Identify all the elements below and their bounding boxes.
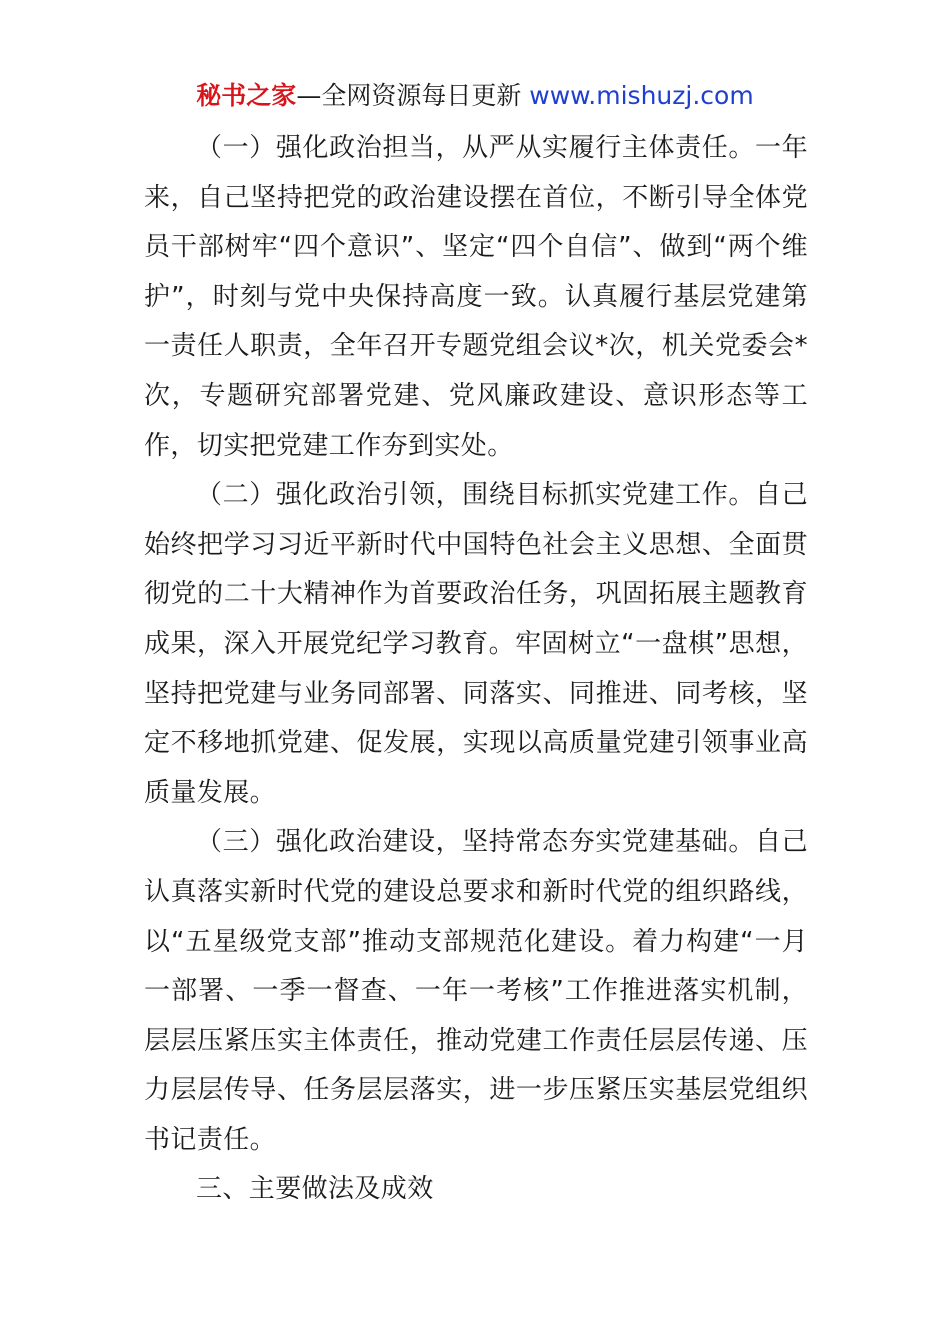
document-body [144,124,808,1215]
site-header [0,80,950,112]
section-heading: 三、主要做法及成效 [196,1174,434,1205]
paragraph-2: （二）强化政治引领，围绕目标抓实党建工作。自己始终把学习习近平新时代中国特色社会主义思想、全面贯彻党的二十大精神作为首要政治任务，巩固拓展主题教育成果，深入开展党纪学习教育。牢固树立“一盘棋”思想，坚持把党建与业务同部署、同落实、同推进、同考核，坚定不移地抓党建、促发展，实现以高质量党建引领事业高质量发展。 [144,480,808,808]
site-url-link[interactable]: www.mishuzj.com [529,81,754,110]
brand-name: 秘书之家 [196,81,297,110]
paragraph-3: （三）强化政治建设，坚持常态夯实党建基础。自己认真落实新时代党的建设总要求和新时代党的组织路线，以“五星级党支部”推动支部规范化建设。着力构建“一月一部署、一季一督查、一年一考核”工作推进落实机制，层层压紧压实主体责任，推动党建工作责任层层传递、压力层层传导、任务层层落实，进一步压紧压实基层党组织书记责任。 [144,827,808,1155]
paragraph-1: （一）强化政治担当，从严从实履行主体责任。一年来，自己坚持把党的政治建设摆在首位，不断引导全体党员干部树牢“四个意识”、坚定“四个自信”、做到“两个维护”，时刻与党中央保持高度一致。认真履行基层党建第一责任人职责，全年召开专题党组会议*次，机关党委会*次，专题研究部署党建、党风廉政建设、意识形态等工作，切实把党建工作夯到实处。 [144,133,808,461]
header-tagline: —全网资源每日更新 [296,81,530,110]
